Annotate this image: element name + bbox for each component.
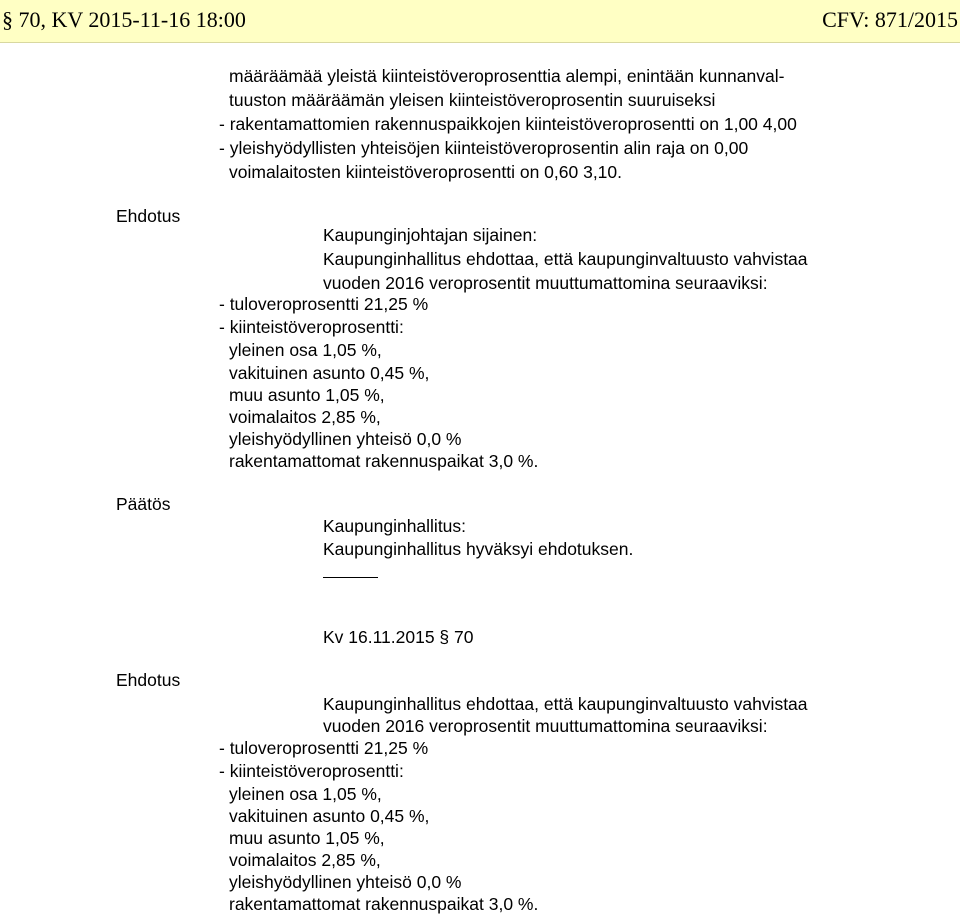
rate-item: yleishyödyllinen yhteisö 0,0 %	[229, 872, 462, 892]
rate-item: muu asunto 1,05 %,	[229, 828, 385, 848]
proposal-line: vuoden 2016 veroprosentit muuttumattomina seuraaviksi:	[323, 273, 768, 293]
rate-item: voimalaitos 2,85 %,	[229, 850, 381, 870]
ehdotus-label: Ehdotus	[116, 206, 181, 226]
paatos-heading: Kaupunginhallitus:	[323, 516, 467, 536]
rate-item: yleishyödyllinen yhteisö 0,0 %	[229, 429, 462, 449]
ehdotus-label: Ehdotus	[116, 670, 181, 690]
intro-line: - rakentamattomien rakennuspaikkojen kiinteistöveroprosentti on 1,00 4,00	[219, 114, 797, 134]
rate-item: rakentamattomat rakennuspaikat 3,0 %.	[229, 451, 539, 471]
rate-item: yleinen osa 1,05 %,	[229, 340, 382, 360]
paatos-label: Päätös	[116, 494, 171, 514]
rate-item: yleinen osa 1,05 %,	[229, 784, 382, 804]
rate-item: rakentamattomat rakennuspaikat 3,0 %.	[229, 894, 539, 914]
separator-rule	[323, 577, 378, 578]
kv-reference: Kv 16.11.2015 § 70	[323, 627, 474, 647]
rate-item: - kiinteistöveroprosentti:	[219, 317, 404, 337]
intro-line: tuuston määräämän yleisen kiinteistöveroprosentin suuruiseksi	[229, 90, 716, 110]
rate-item: muu asunto 1,05 %,	[229, 385, 385, 405]
rate-item: - kiinteistöveroprosentti:	[219, 761, 404, 781]
rate-item: vakituinen asunto 0,45 %,	[229, 806, 430, 826]
rate-item: - tuloveroprosentti 21,25 %	[219, 738, 429, 758]
proposal-line: Kaupunginhallitus ehdottaa, että kaupunginvaltuusto vahvistaa	[323, 249, 808, 269]
ehdotus-heading: Kaupunginjohtajan sijainen:	[323, 225, 538, 245]
intro-line: voimalaitosten kiinteistöveroprosentti on 0,60 3,10.	[229, 162, 623, 182]
proposal-line: vuoden 2016 veroprosentit muuttumattomina seuraaviksi:	[323, 716, 768, 736]
header-section-ref: § 70, KV 2015-11-16 18:00	[2, 7, 246, 32]
header-case-number: CFV: 871/2015	[822, 7, 958, 32]
rate-item: vakituinen asunto 0,45 %,	[229, 363, 430, 383]
paatos-text: Kaupunginhallitus hyväksyi ehdotuksen.	[323, 539, 634, 559]
rate-item: - tuloveroprosentti 21,25 %	[219, 294, 429, 314]
page-header	[0, 0, 960, 43]
intro-line: - yleishyödyllisten yhteisöjen kiinteistöveroprosentin alin raja on 0,00	[219, 138, 749, 158]
proposal-line: Kaupunginhallitus ehdottaa, että kaupunginvaltuusto vahvistaa	[323, 694, 808, 714]
intro-line: määräämää yleistä kiinteistöveroprosenttia alempi, enintään kunnanval-	[229, 66, 785, 86]
rate-item: voimalaitos 2,85 %,	[229, 407, 381, 427]
